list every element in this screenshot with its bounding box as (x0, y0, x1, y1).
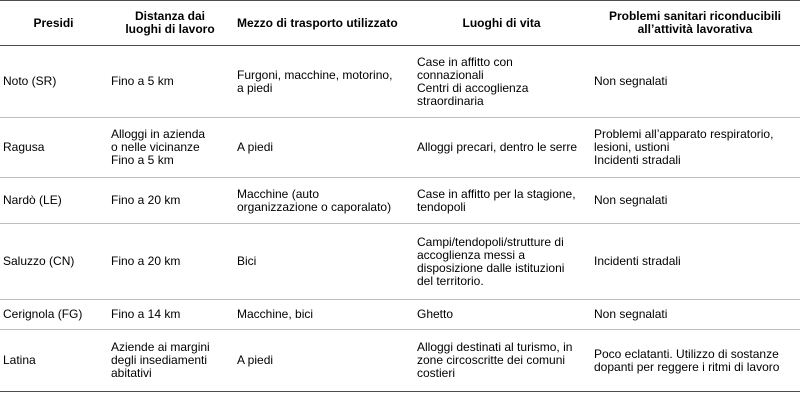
cell-line: Bici (237, 254, 257, 268)
cell-line: Macchine, bici (237, 307, 314, 321)
cell-mezzo (233, 178, 413, 224)
table-row (0, 46, 800, 118)
cell-problemi (590, 178, 800, 224)
cell-luoghi (413, 118, 590, 178)
cell-distanza (107, 118, 233, 178)
cell-line: Fino a 5 km (111, 153, 174, 167)
cell-distanza (107, 300, 233, 330)
cell-line: Furgoni, macchine, motorino, (237, 67, 393, 82)
cell-line: tendopoli (417, 199, 466, 214)
cell-line: Alloggi precari, dentro le serre (417, 140, 578, 154)
cell-distanza (107, 178, 233, 224)
cell-problemi (590, 46, 800, 118)
header-row (0, 1, 800, 46)
cell-presidio (0, 300, 107, 330)
cell-presidio (0, 330, 107, 392)
cell-line: Cerignola (FG) (3, 307, 83, 321)
cell-problemi (590, 300, 800, 330)
cell-line: Campi/tendopoli/strutture di (417, 234, 564, 249)
cell-line: o nelle vicinanze (111, 140, 200, 154)
cell-problemi (590, 330, 800, 392)
cell-line: A piedi (237, 353, 274, 367)
cell-line: degli insediamenti (111, 353, 208, 367)
cell-distanza (107, 224, 233, 300)
cell-mezzo (233, 330, 413, 392)
cell-line: a piedi (237, 80, 273, 95)
table-row (0, 300, 800, 330)
cell-presidio (0, 224, 107, 300)
cell-line: Problemi all’apparato respiratorio, (594, 127, 774, 141)
header-presidi (0, 1, 107, 46)
cell-distanza (107, 46, 233, 118)
cell-line: connazionali (417, 67, 484, 82)
table-row (0, 178, 800, 224)
header-line: all’attività lavorativa (637, 22, 753, 36)
cell-mezzo (233, 46, 413, 118)
cell-mezzo (233, 224, 413, 300)
cell-line: organizzazione o caporalato) (237, 199, 392, 214)
cell-line: Incidenti stradali (594, 153, 681, 167)
cell-problemi (590, 224, 800, 300)
cell-luoghi (413, 46, 590, 118)
cell-presidio (0, 118, 107, 178)
table-row (0, 330, 800, 392)
cell-line: Saluzzo (CN) (3, 254, 75, 268)
cell-luoghi (413, 330, 590, 392)
cell-line: Alloggi in azienda (111, 127, 206, 141)
cell-luoghi (413, 178, 590, 224)
cell-luoghi (413, 224, 590, 300)
cell-luoghi (413, 300, 590, 330)
cell-line: lesioni, ustioni (594, 140, 670, 154)
cell-line: Fino a 14 km (111, 307, 181, 321)
cell-line: Nardò (LE) (3, 193, 62, 207)
cell-line: Fino a 5 km (111, 74, 174, 88)
cell-distanza (107, 330, 233, 392)
table-row (0, 118, 800, 178)
header-line: Luoghi di vita (462, 15, 541, 30)
header-mezzo (233, 1, 413, 46)
cell-mezzo (233, 300, 413, 330)
cell-line: disposizione dalle istituzioni (417, 260, 565, 275)
cell-line: Case in affitto con (417, 54, 513, 69)
cell-line: zone circoscritte dei comuni (417, 353, 566, 367)
cell-line: Non segnalati (594, 307, 668, 321)
cell-line: dopanti per reggere i ritmi di lavoro (594, 359, 780, 374)
cell-line: Non segnalati (594, 74, 668, 88)
cell-line: del territorio. (417, 273, 484, 288)
cell-line: accoglienza messi a (417, 247, 526, 262)
cell-line: costieri (417, 366, 456, 380)
cell-line: Ghetto (417, 307, 454, 321)
cell-line: Non segnalati (594, 193, 668, 207)
cell-line: Aziende ai margini (111, 340, 210, 354)
header-line: Distanza dai (134, 9, 206, 23)
header-line: Presidi (33, 15, 74, 30)
cell-presidio (0, 46, 107, 118)
cell-presidio (0, 178, 107, 224)
cell-line: Noto (SR) (3, 74, 57, 88)
cell-line: Incidenti stradali (594, 254, 681, 268)
cell-line: Poco eclatanti. Utilizzo di sostanze (594, 346, 779, 361)
header-problemi (590, 1, 800, 46)
cell-mezzo (233, 118, 413, 178)
header-distanza (107, 1, 233, 46)
cell-line: Fino a 20 km (111, 254, 181, 268)
cell-line: abitativi (111, 366, 152, 380)
header-line: Mezzo di trasporto utilizzato (237, 15, 398, 30)
cell-line: straordinaria (417, 93, 484, 108)
cell-line: Fino a 20 km (111, 193, 181, 207)
header-line: Problemi sanitari riconducibili (608, 9, 782, 23)
cell-line: Centri di accoglienza (417, 80, 529, 95)
cell-line: Case in affitto per la stagione, (417, 186, 576, 201)
header-line: luoghi di lavoro (125, 22, 215, 36)
cell-problemi (590, 118, 800, 178)
cell-line: Alloggi destinati al turismo, in (417, 340, 573, 354)
header-luoghi (413, 1, 590, 46)
table-row (0, 224, 800, 300)
cell-line: A piedi (237, 140, 274, 154)
cell-line: Macchine (auto (237, 186, 320, 201)
cell-line: Latina (3, 353, 36, 367)
cell-line: Ragusa (3, 140, 45, 154)
